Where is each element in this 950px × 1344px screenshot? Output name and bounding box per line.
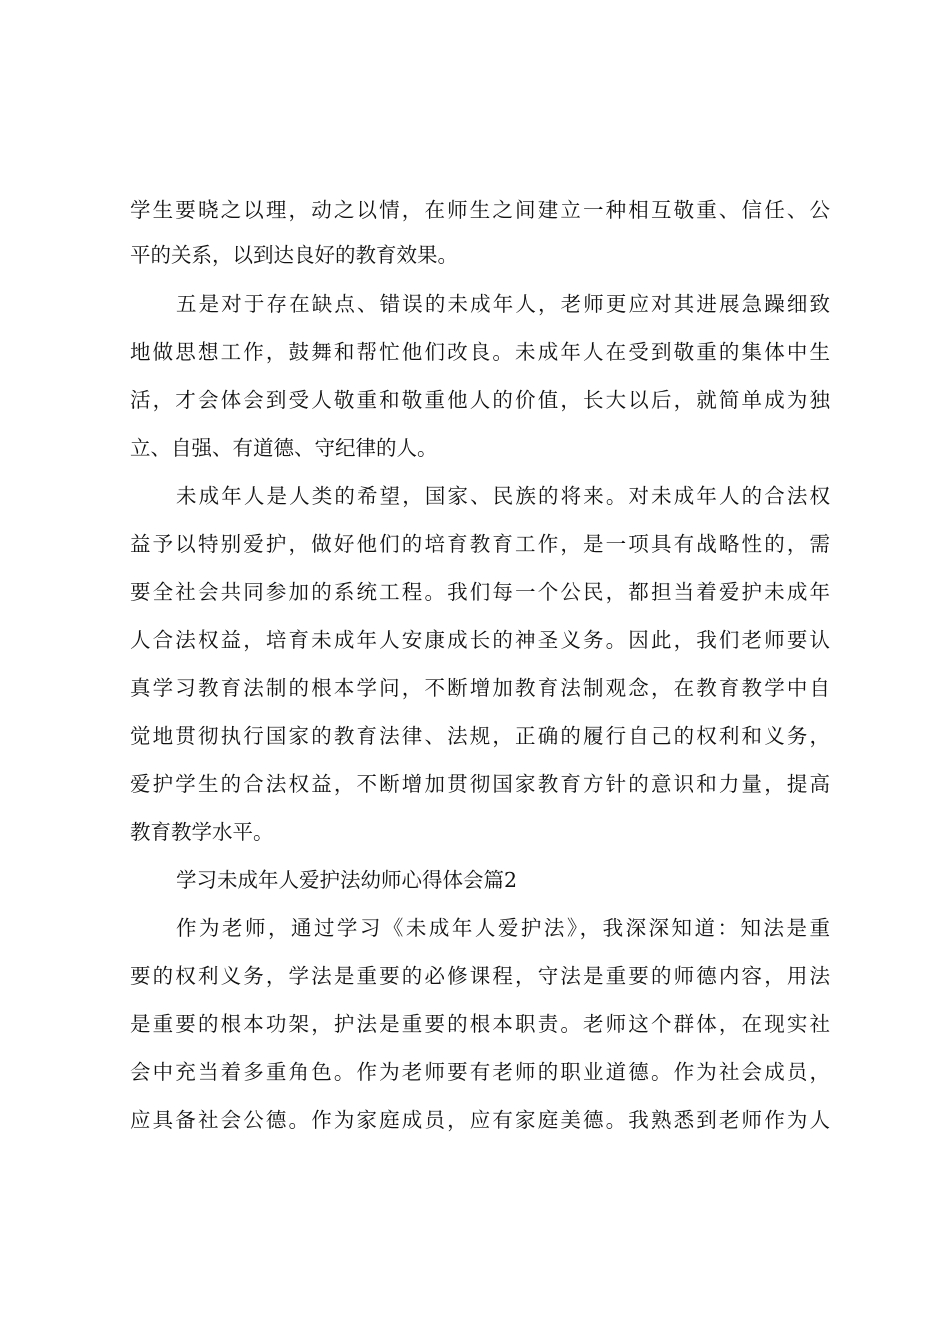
paragraph-line: 作为老师，通过学习《未成年人爱护法》，我深深知道：知法是重 [176, 916, 830, 940]
paragraph-line: 五是对于存在缺点、错误的未成年人，老师更应对其进展急躁细致 [176, 292, 830, 316]
paragraph-line: 益予以特别爱护，做好他们的培育教育工作，是一项具有战略性的，需 [130, 532, 830, 556]
paragraph-line: 会中充当着多重角色。作为老师要有老师的职业道德。作为社会成员， [130, 1060, 830, 1084]
paragraph-line: 应具备社会公德。作为家庭成员，应有家庭美德。我熟悉到老师作为人 [130, 1108, 830, 1132]
paragraph-line: 活，才会体会到受人敬重和敬重他人的价值，长大以后，就简单成为独 [130, 388, 830, 412]
paragraph-line: 教育教学水平。 [130, 820, 274, 844]
paragraph-line: 是重要的根本功架，护法是重要的根本职责。老师这个群体，在现实社 [130, 1012, 830, 1036]
paragraph-line: 学生要晓之以理，动之以情，在师生之间建立一种相互敬重、信任、公 [130, 198, 830, 222]
paragraph-line: 爱护学生的合法权益，不断增加贯彻国家教育方针的意识和力量，提高 [130, 772, 830, 796]
paragraph-line: 觉地贯彻执行国家的教育法律、法规，正确的履行自己的权利和义务， [130, 724, 830, 748]
paragraph-line: 平的关系，以到达良好的教育效果。 [130, 243, 458, 267]
paragraph-line: 真学习教育法制的根本学问，不断增加教育法制观念，在教育教学中自 [130, 676, 830, 700]
paragraph-line: 立、自强、有道德、守纪律的人。 [130, 436, 438, 460]
paragraph-line: 要全社会共同参加的系统工程。我们每一个公民，都担当着爱护未成年 [130, 580, 830, 604]
paragraph-line: 要的权利义务，学法是重要的必修课程，守法是重要的师德内容，用法 [130, 964, 830, 988]
section-heading: 学习未成年人爱护法幼师心得体会篇2 [176, 868, 518, 892]
paragraph-line: 未成年人是人类的希望，国家、民族的将来。对未成年人的合法权 [176, 484, 830, 508]
paragraph-line: 地做思想工作，鼓舞和帮忙他们改良。未成年人在受到敬重的集体中生 [130, 340, 830, 364]
paragraph-line: 人合法权益，培育未成年人安康成长的神圣义务。因此，我们老师要认 [130, 628, 830, 652]
